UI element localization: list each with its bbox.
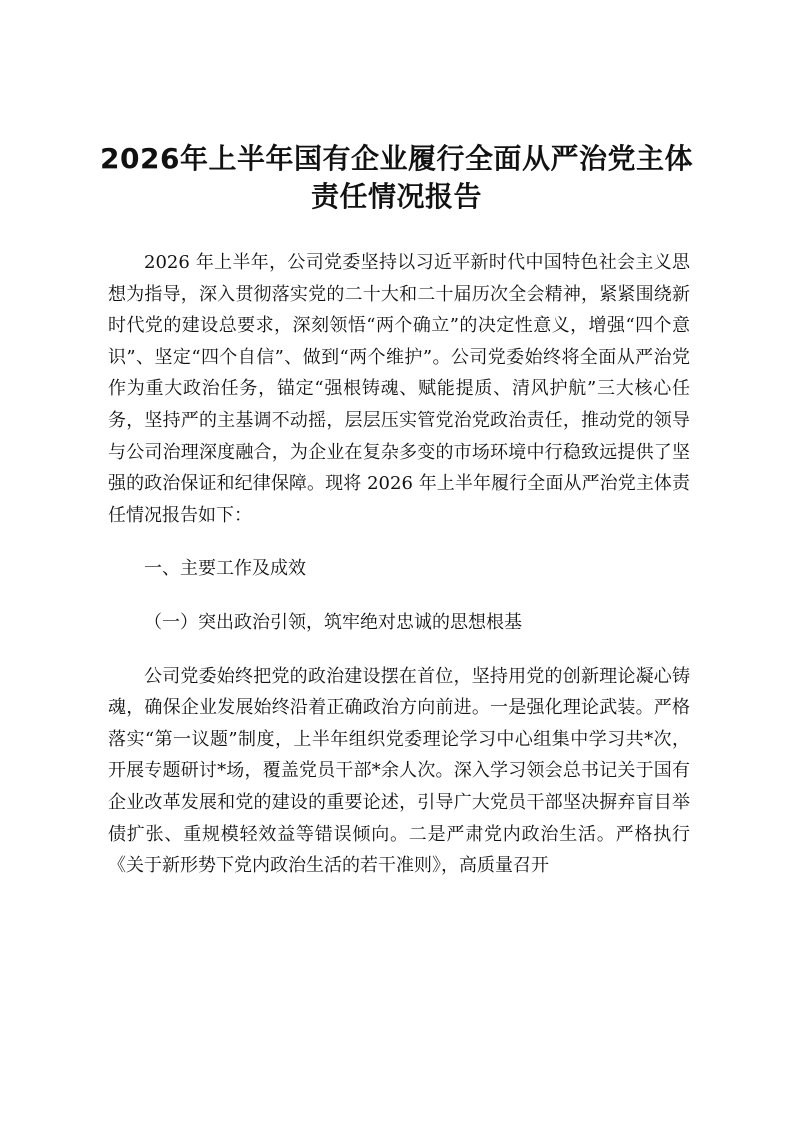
intro-paragraph: 2026 年上半年，公司党委坚持以习近平新时代中国特色社会主义思想为指导，深入贯彻落实党的二十大和二十届历次全会精神，紧紧围绕新时代党的建设总要求，深刻领悟“两个确立”的决定性意义，增强“四个意识”、坚定“四个自信”、做到“两个维护”。公司党委始终将全面从严治党作为重大政治任务，锚定“强根铸魂、赋能提质、清风护航”三大核心任务，坚持严的主基调不动摇，层层压实管党治党政治责任，推动党的领导与公司治理深度融合，为企业在复杂多变的市场环境中行稳致远提供了坚强的政治保证和纪律保障。现将 2026 年上半年履行全面从严治党主体责任情况报告如下： [108, 252, 690, 526]
subsection-heading: （一）突出政治引领，筑牢绝对忠诚的思想根基 [144, 611, 522, 633]
document-title: 2026年上半年国有企业履行全面从严治党主体责任情况报告 [100, 142, 693, 213]
section-heading: 一、主要工作及成效 [144, 558, 306, 580]
subsection-body-paragraph: 公司党委始终把党的政治建设摆在首位，坚持用党的创新理论凝心铸魂，确保企业发展始终沿着正确政治方向前进。一是强化理论武装。严格落实“第一议题”制度，上半年组织党委理论学习中心组集中学习共*次，开展专题研讨*场，覆盖党员干部*余人次。深入学习领会总书记关于国有企业改革发展和党的建设的重要论述，引导广大党员干部坚决摒弃盲目举债扩张、重规模轻效益等错误倾向。二是严肃党内政治生活。严格执行《关于新形势下党内政治生活的若干准则》，高质量召开 [108, 665, 690, 877]
document-body [108, 247, 690, 906]
